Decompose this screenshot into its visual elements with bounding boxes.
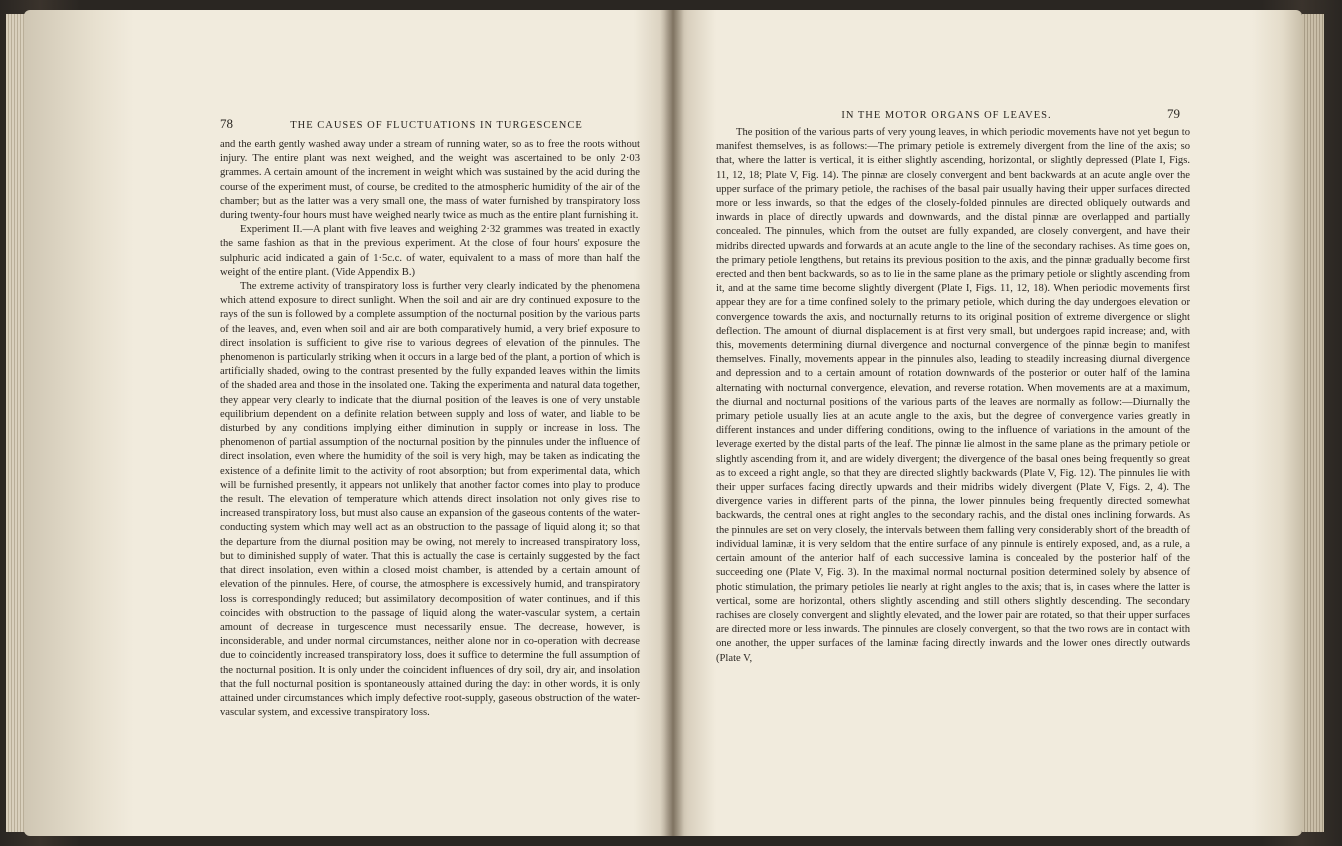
running-head: THE CAUSES OF FLUCTUATIONS IN TURGESCENCE bbox=[290, 120, 583, 131]
left-page-body bbox=[220, 138, 640, 720]
right-page-body bbox=[716, 126, 1190, 666]
right-page-header bbox=[726, 106, 1180, 122]
paragraph: Experiment II.—A plant with five leaves and weighing 2·32 grammes was treated in exactly the same fashion as that in the previous experiment. At the close of four hours' exposure the sulphuric acid indicated a gain of 1·5c.c. of water, equivalent to a mass of more than half the weight of the entire plant. (Vide Appendix B.) bbox=[220, 224, 640, 278]
page-edges-right bbox=[1302, 14, 1324, 832]
page-edges-left bbox=[6, 14, 26, 832]
page-number: 78 bbox=[220, 116, 233, 131]
paragraph: The extreme activity of transpiratory loss is further very clearly indicated by the phenomena which attend exposure to direct sunlight. When the soil and air are dry continued exposure to the rays of the sun is followed by a complete assumption of the nocturnal position by the various parts of the leaves, and, even when soil and air are both comparatively humid, a very brief exposure to direct insolation is sufficient to give rise to various degrees of elevation of the pinnules. The phenomenon is particularly striking when it occurs in a large bed of the plant, a portion of which is artificially shaded, owing to the contrast presented by the fully expanded leaves within the limits of the shaded area and those in the insolated one. Taking the experimenta and natural data together, they appear very clearly to indicate that the diurnal position of the leaves is one of very unstable equilibrium dependent on a definite relation between supply and loss of water, and liable to be disturbed by any conditions implying either diminution in supply or increase in loss. The phenomenon of partial assumption of the nocturnal position by the pinnules under the influence of direct insolation, even where the humidity of the soil is very high, may be taken as indicating the existence of a definite limit to the activity of root absorption; but from experimental data, which will be furnished presently, it appears not unlikely that another factor comes into play to produce the result. The elevation of temperature which attends direct insolation not only gives rise to increased transpiratory loss, but must also cause an expansion of the gaseous contents of the water-conducting system which may well act as an obstruction to the passage of liquid along it; so that the departure from the diurnal position may be owing, not merely to increased transpiratory loss, but to diminished supply of water. That this is actually the case is certainly suggested by the fact that direct insolation, even within a closed moist chamber, is attended by a certain amount of elevation of the pinnules. Here, of course, the atmosphere is excessively humid, and transpiratory loss is correspondingly reduced; but assimilatory decomposition of water continues, and if this coincides with obstruction to the passage of liquid along the water-vascular system, a certain amount of decrease in turgescence must necessarily ensue. The decrease, however, is inconsiderable, and under normal circumstances, neither alone nor in co-operation with decrease due to coincidently increased transpiratory loss, does it suffice to determine the full assumption of the nocturnal position. It is only under the coincident influences of dry soil, dry air, and insolation that the full nocturnal position is spontaneously attained during the day: in other words, it is only attained under circumstances which imply defective root-supply, gaseous obstruction of the water-vascular system, and excessive transpiratory loss. bbox=[220, 281, 640, 719]
paragraph: The position of the various parts of very young leaves, in which periodic movements have not yet begun to manifest themselves, is as follows:—The primary petiole is extremely divergent from the line of the axis; so that, where the latter is vertical, it is either slightly ascending, horizontal, or slightly depressed (Plate I, Figs. 11, 12, 18; Plate V, Fig. 14). The pinnæ are closely convergent and bent backwards at an acute angle over the upper surface of the primary petiole, the rachises of the basal pair usually having their upper surfaces directed more or less inwards, so that the edges of the closely-folded pinnules are directed obliquely outwards and inwards in place of directly upwards and downwards, and the distal pinnæ are overlapped and partially concealed. The pinnules, which from the outset are fully expanded, are closely convergent, and have their midribs directed upwards and forwards at an acute angle to the line of the secondary rachises. As time goes on, the primary petiole lengthens, but retains its previous position to the axis, and the pinnæ gradually become first erected and then bent backwards, so as to lie in the same plane as the primary petiole or slightly ascending from it, and at the same time become slightly divergent (Plate I, Figs. 11, 12, 18). When periodic movements first appear they are for a time confined solely to the primary petiole, which during the day undergoes elevation or convergence towards the axis, and nocturnally returns to its original position of extreme divergence or slight deflection. The amount of diurnal displacement is at first very small, but undergoes rapid increase; and, with this, movements determining diurnal divergence and nocturnal convergence of the pinnæ begin to manifest themselves. Finally, movements appear in the pinnules also, leading to steadily increasing diurnal divergence and depression and to a certain amount of rotation downwards of the posterior or outer half of the lamina alternating with nocturnal convergence, elevation, and reverse rotation. When movements are at a maximum, the diurnal and nocturnal positions of the various parts of the leaves are normally as follow:—Diurnally the primary petiole usually lies at an acute angle to the axis, but the degree of convergence varies greatly in different instances and under differing conditions, owing to the influence of variations in the amount of the leverage exerted by the distal parts of the leaf. The pinnæ lie almost in the same plane as the primary petiole or slightly ascending from it, and are widely divergent; the divergence of the basal ones being frequently so great as to exceed a right angle, so that they are directed slightly backwards (Plate V, Fig. 12). The pinnules lie with their upper surfaces facing directly upwards and their midribs widely divergent (Plate V, Figs. 2, 4). The divergence varies in different parts of the pinna, the lower pinnules being frequently directed somewhat backwards, the central ones at right angles to the secondary rachis, and the distal ones inclining forwards. As the pinnules are set on very closely, the intervals between them falling very considerably short of the breadth of individual laminæ, it is very seldom that the entire surface of any pinnule is entirely exposed, and, as a rule, a certain amount of the anterior half of each successive lamina is concealed by the posterior half of the succeeding one (Plate V, Fig. 3). In the maximal normal nocturnal position determined solely by absence of photic stimulation, the primary petioles lie nearly at right angles to the axis; that is, in cases where the latter is vertical, some are horizontal, others slightly ascending and still others slightly descending. The secondary rachises are closely convergent and slightly elevated, and the lower pair are rotated, so that their upper surfaces are directed more or less inwards. The pinnules are closely convergent, so that the two rows are in contact with one another, the upper surfaces of the laminæ facing directly inwards and the lower ones directly outwards (Plate V, bbox=[716, 127, 1190, 664]
running-head: IN THE MOTOR ORGANS OF LEAVES. bbox=[841, 110, 1052, 121]
book-gutter bbox=[660, 10, 684, 836]
left-page bbox=[24, 10, 672, 836]
page-number: 79 bbox=[1167, 106, 1180, 121]
right-page bbox=[672, 10, 1302, 836]
paragraph: and the earth gently washed away under a stream of running water, so as to free the roots without injury. The entire plant was next weighed, and the weight was ascertained to be only 2·03 grammes. A certain amount of the increment in weight which was sustained by the acid during the course of the experiment must, of course, be credited to the atmospheric humidity of the air of the chamber; but as the latter was a very small one, the mass of water furnished by transpiratory loss during twenty-four hours must have weighed nearly twice as much as the entire plant furnishing it. bbox=[220, 139, 640, 222]
left-page-header bbox=[220, 116, 640, 132]
